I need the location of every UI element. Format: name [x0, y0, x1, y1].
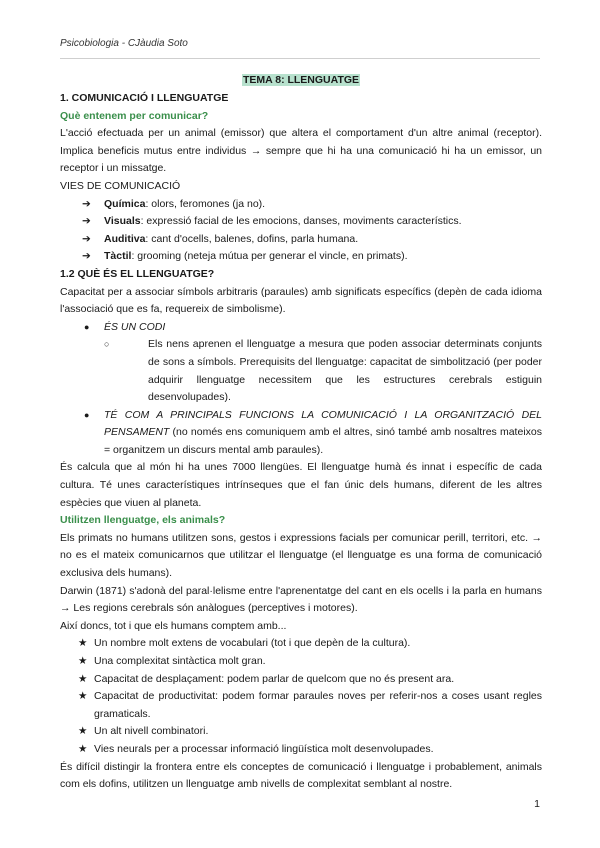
paragraph-language-definition: Capacitat per a associar símbols arbitraris (paraules) amb significats específics (depèn de cada idioma l'associació que es fa, requereix de simbolisme). — [60, 285, 542, 316]
paragraph-languages-count: És calcula que al món hi ha unes 7000 llengües. El llenguatge humà és innat i específic de cada cultura. Té unes característiques intrínseques que el fan únic dels humans, diferent de les altres espècies que viuen al planeta. — [60, 461, 542, 509]
list-item: ★ Capacitat de desplaçament: podem parlar de quelcom que no és present ara. — [60, 671, 542, 689]
language-features-list — [60, 319, 542, 460]
paragraph-intro-list: Així doncs, tot i que els humans comptem amb... — [60, 619, 287, 632]
list-item: ○ Els nens aprenen el llenguatge a mesura que poden associar determinats conjunts de sons a símbols. Prerequisits del llenguatge: capacitat de simbolització (per poder adquirir llenguatge necessitem que les estructures cerebrals estiguin desenvolupades). — [104, 338, 542, 404]
header-divider — [60, 58, 540, 59]
list-item: ★ Una complexitat sintàctica molt gran. — [60, 653, 542, 671]
circle-bullet-icon: ○ — [104, 339, 110, 350]
paragraph-darwin: Darwin (1871) s'adonà del paral·lelisme entre l'aprenentatge del cant en els ocells i la parla en humans → Les regions cerebrals són anàlogues (perceptives i motores). — [60, 584, 542, 615]
list-item: ★ Un alt nivell combinatori. — [60, 723, 542, 741]
star-icon: ★ — [78, 742, 88, 755]
paragraph-primates: Els primats no humans utilitzen sons, gestos i expressions facials per comunicar perill, territori, etc. → no es el mateix comunicarnos que utilitzar el llenguatge (el llenguatge es una forma de comunicació exclusiva dels humans). — [60, 531, 542, 580]
codi-label: ÉS UN CODI — [104, 320, 166, 333]
paragraph-conclusion: És difícil distingir la frontera entre els conceptes de comunicació i llenguatge i probablement, animals com els dofins, utilitzen un llenguatge amb nivells de complexitat semblant al nostre. — [60, 760, 542, 791]
star-icon: ★ — [78, 690, 88, 703]
list-item: ➔ Química: olors, feromones (ja no). — [60, 196, 542, 214]
paragraph-definition: L'acció efectuada per un animal (emissor) que altera el comportament d'un altre animal (receptor). Implica beneficis mutus entre individus → sempre que hi ha una comunicació hi ha un emissor, un receptor i un missatge. — [60, 127, 542, 175]
star-icon: ★ — [78, 637, 88, 650]
list-item: ★ Capacitat de productivitat: podem formar paraules noves per referir-nos a coses usant regles gramaticals. — [78, 690, 542, 720]
list-item: ★ Vies neurals per a processar informació lingüística molt desenvolupades. — [60, 741, 542, 759]
arrow-icon: ➔ — [82, 232, 91, 245]
bullet-icon: ● — [84, 321, 90, 332]
vies-heading: VIES DE COMUNICACIÓ — [60, 179, 181, 192]
list-item: ● TÉ COM A PRINCIPALS FUNCIONS LA COMUNICACIÓ I LA ORGANITZACIÓ DEL PENSAMENT (no només ens comuniquem amb el altres, sinó també amb nosaltres mateixos = organitzem un discurs mental amb paraules). — [84, 408, 542, 456]
page-number: 1 — [534, 798, 540, 810]
arrow-icon: ➔ — [82, 197, 91, 210]
list-item: ➔ Tàctil: grooming (neteja mútua per generar el vincle, en primats). — [60, 248, 542, 266]
section-heading-1: 1. COMUNICACIÓ I LLENGUATGE — [60, 92, 229, 104]
human-features-list — [60, 635, 542, 758]
list-item: ➔ Visuals: expressió facial de les emocions, danses, moviments característics. — [60, 213, 542, 231]
list-item — [60, 319, 542, 407]
section-heading-1-2: 1.2 QUÈ ÉS EL LLENGUATGE? — [60, 267, 215, 280]
list-item: ➔ Auditiva: cant d'ocells, balenes, dofins, parla humana. — [60, 231, 542, 249]
page-title: TEMA 8: LLENGUATGE — [242, 74, 360, 86]
arrow-icon: ➔ — [82, 250, 91, 263]
list-item: ★ Un nombre molt extens de vocabulari (tot i que depèn de la cultura). — [60, 635, 542, 653]
question-heading-1: Què entenem per comunicar? — [60, 109, 209, 122]
funcions-label: TÉ COM A PRINCIPALS FUNCIONS LA COMUNICACIÓ I LA ORGANITZACIÓ DEL PENSAMENT — [104, 408, 542, 439]
question-heading-2: Utilitzen llenguatge, els animals? — [60, 514, 226, 527]
arrow-icon: ➔ — [82, 215, 91, 228]
star-icon: ★ — [78, 672, 88, 685]
vies-list — [60, 196, 542, 266]
star-icon: ★ — [78, 655, 88, 667]
bullet-icon: ● — [84, 409, 90, 420]
page-content — [60, 72, 542, 794]
star-icon: ★ — [78, 725, 88, 738]
document-header: Psicobiologia - CJàudia Soto — [60, 38, 188, 49]
